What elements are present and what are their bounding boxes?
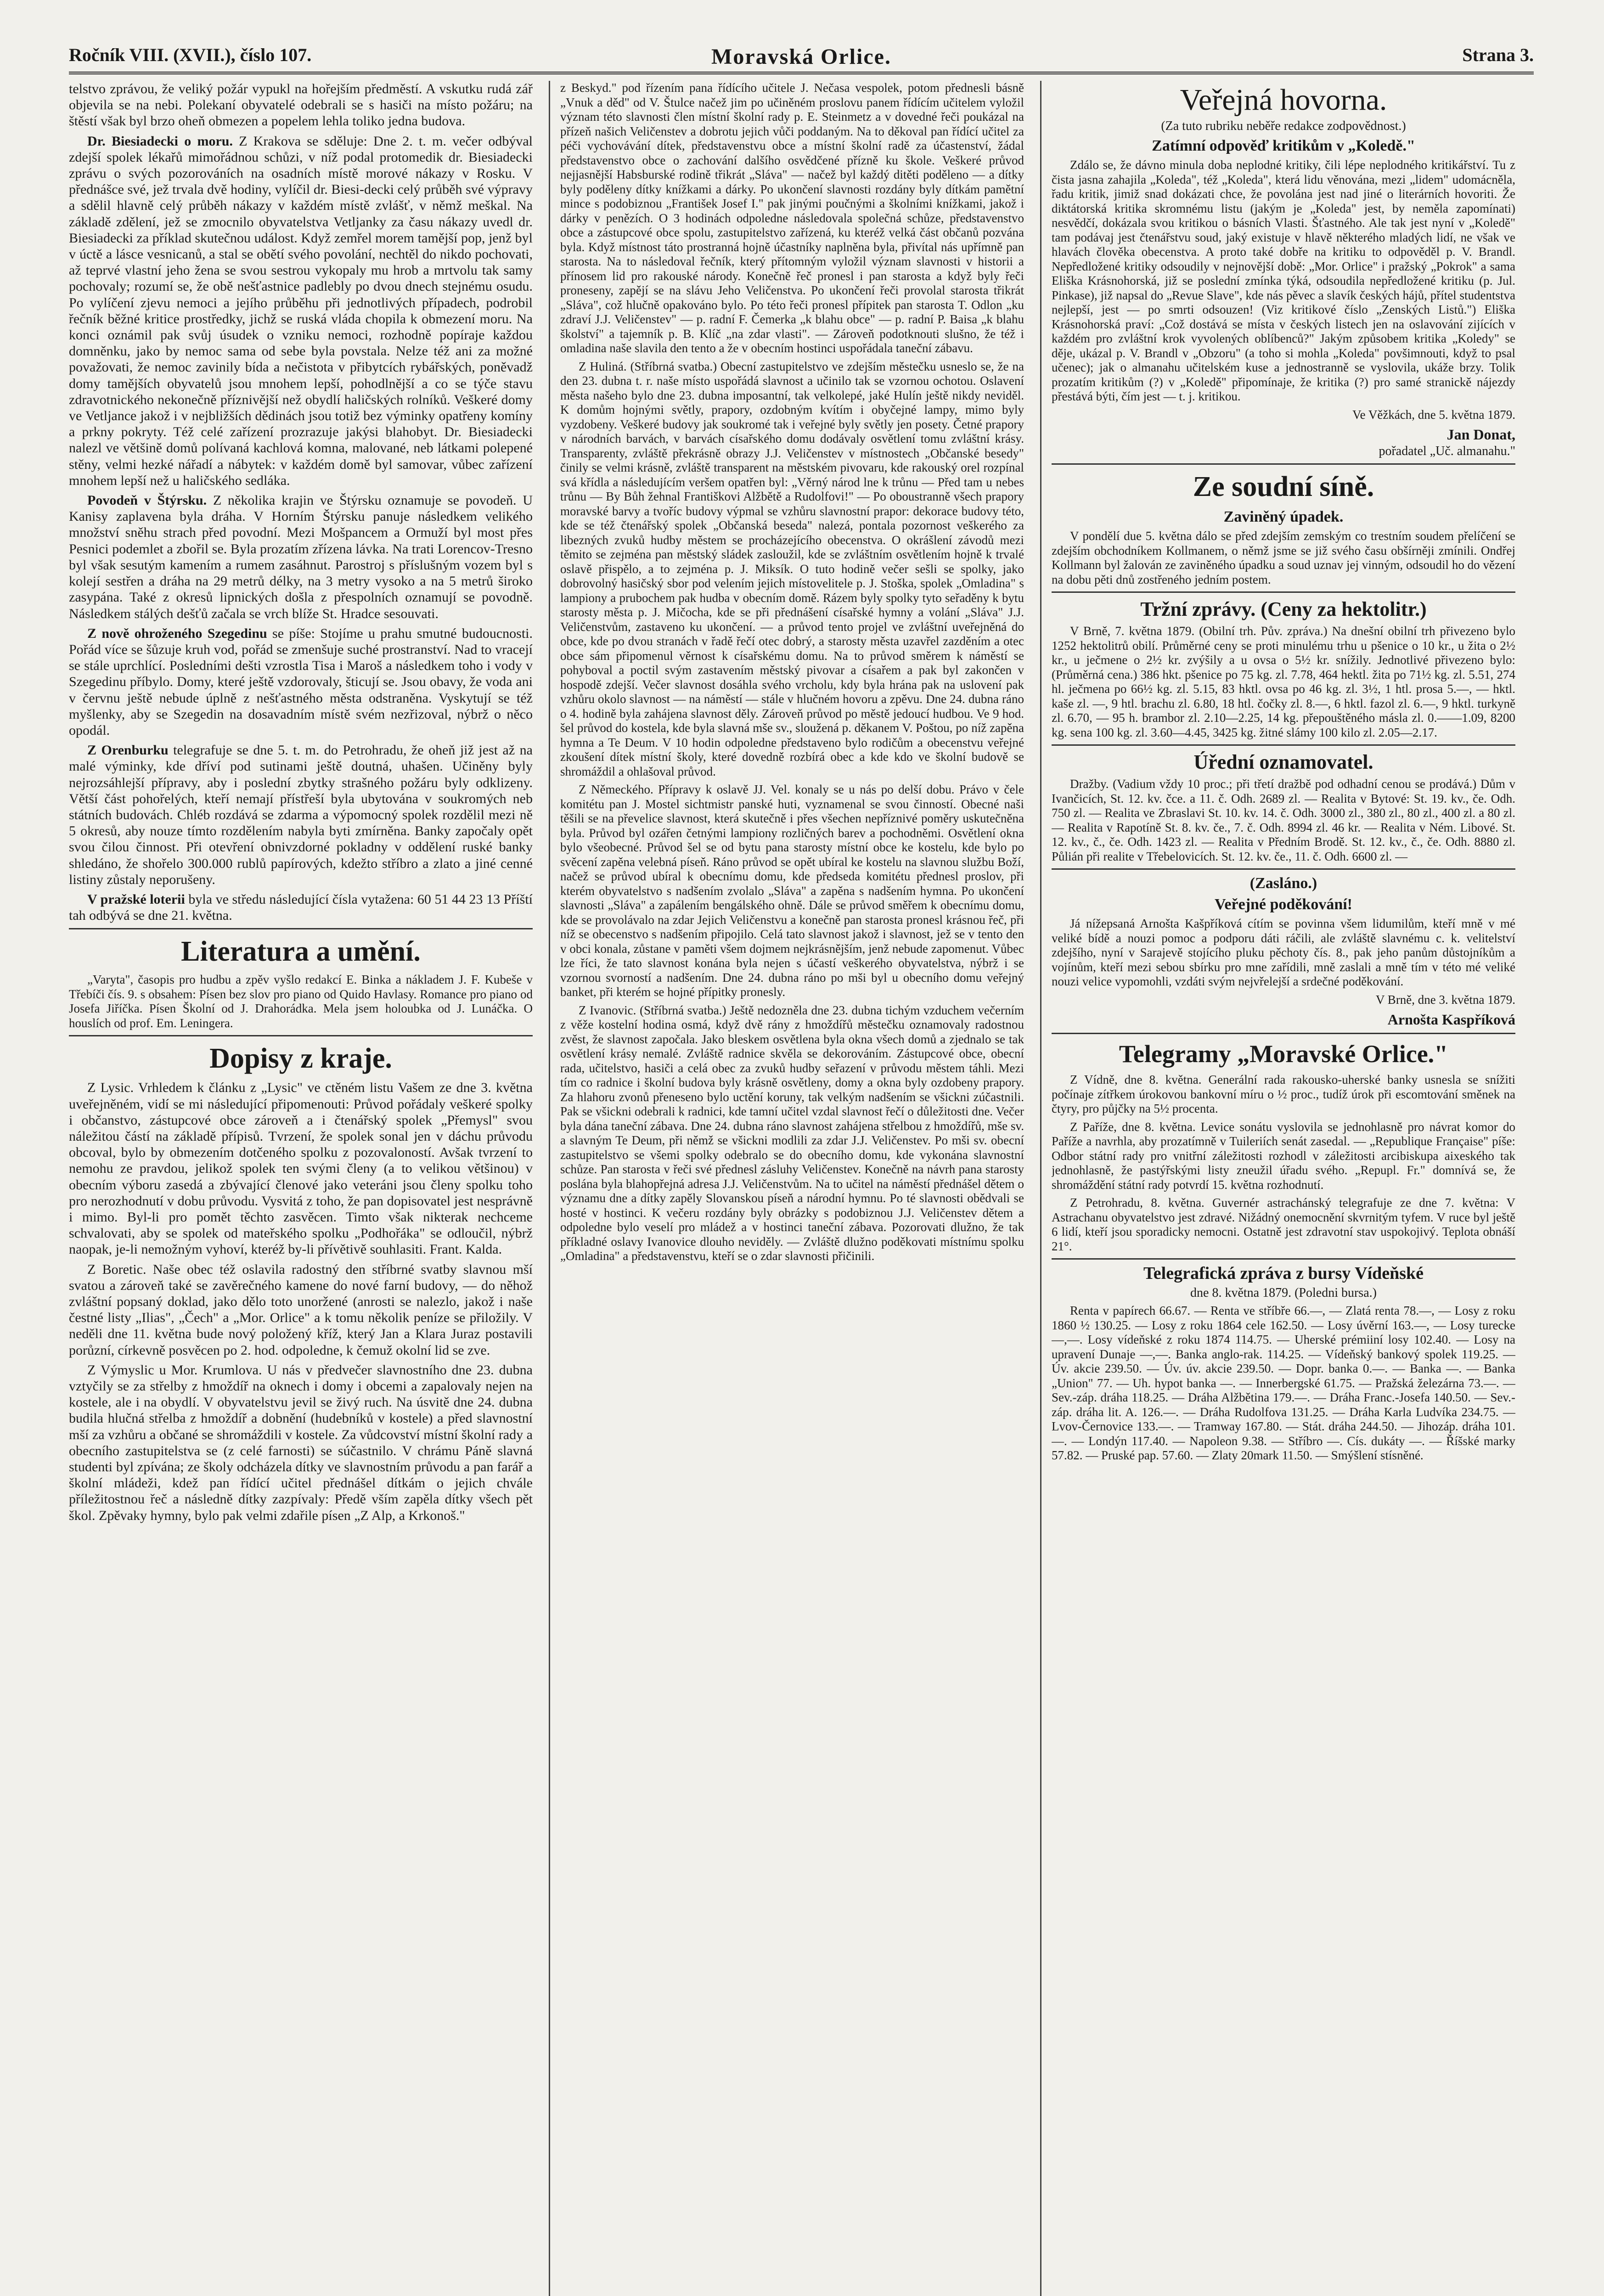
letter-nemecke: Z Německého. Přípravy k oslavě JJ. Vel. konaly se u nás po delší dobu. Právo v čele komitétu pan J. Mostel sichtmistr panské huti, vyznamenal se svou činností. Obecné naši těšili se na převelice slavnost, která skutečně i přes všechen nepříznivé poměry uskutečněna byla. Průvod byl ozářen četnými lampiony rozličných barev a pochodněmi. Osvětlení okna bylo všeobecné. Průvod šel se od bytu pana starosty místní obce ke kostelu, kde bylo po svěcení zapěna velebná píseň. Ráno průvod se opět ubíral ke kostelu na slavnou službu Boží, načež se průvod ubíral k obecnímu domu, kde předseda komitétu přednesl proslov, při kterém obyvatelstvo s nadšením zvolalo „Sláva" a zapěna s nadšením hymna. Po ukončení slavnosti „Sláva" a zapálením bengálského ohně. Dále se průvod směřem k obecnímu domu, kde se provolávalo na zdar Jejich Veličenstvu a konečně pan starosta pronesl krásnou řeč, při níž se obecenstvo s nadšením připojilo. Celá tato slavnost jakož i slavnost, jež se v tento den v obci konala, zůstane v paměti všem dojmem nejkrásnějším, jenž nebude zapomenut. Vůbec lze říci, že tato slavnost konána byla nejen s účastí veškerého obyvatelstva, nýbrž i se vzornou svorností a nadšením. Dne 24. dubna ráno po mši byl u obecního domu veřejný banket, při kterém se hojné přípitky pronesly. <box>560 782 1024 999</box>
article-headline: Z Orenburku <box>87 743 169 758</box>
section-heading-dopisy: Dopisy z kraje. <box>209 1043 392 1075</box>
article-loterie <box>69 891 533 923</box>
telegram-vienna: Z Vídně, dne 8. května. Generální rada rakousko-uherské banky usnesla se snížiti počínaje zítřkem úrokovou bankovní míru o ½ proc., tudíž úrok při escomtování směnek na čtyry, pro půjčky na 5½ procenta. <box>1052 1073 1515 1115</box>
section-rule <box>1052 868 1515 870</box>
article-zatimni-odpoved: Zdálo se, že dávno minula doba neplodné kritiky, čili lépe neplodného kritikářství. Tu z čista jasna zahajila „Koleda", též „Koleda", která lidu věnována, mezi „lidem" udomácněla, řadu kritik, jimiž snad dokázati chce, že povolána jest nad jiné o literárních hovoriti. Že diktátorská kritika skromnému listu (jakým je „Koleda" jest, by neměla zapomínati) nesvědčí, dokázala svou kritikou o básních Vlasti. Šťastného. Ale tak jest nyní v „Koledě" tam podávaj jest čtenářstvu soud, jaký existuje v hlavě některého mladých lidí, ne však ve hlavách člověka obecenstva. A proto také dobře na kritiku to odpověděl p. V. Brandl. Nepředložené kritiky odsoudily v nejnovější době: „Mor. Orlice" i pražský „Pokrok" a sama Eliška Krásnohorská, již se poslední zmínka týká, odsoudila nepředložené kritiku (p. Jul. Pinkase), již napsal do „Revue Slave", kde nás pěvec a slavík českých hájů, přítel studentstva nejlepší, jest — po smrti odsouzen! (Viz kritikové číslo „Zenských Listů.") Eliška Krásnohorská praví: „Což dostává se místa v českých listech jen na oslavování zijících v každém pro zvláštní krok vyvolených oblíbenců?" Jakým způsobem kritika „Koledy" se děje, ukázal p. V. Brandl v „Obzoru" (a toho si mohla „Koleda" povšimnouti, když to psal učenec); jak o almanahu učitelském kuse a jednostranně se vyslovila, ukáže brzy. Tolik prozatím kritikům (?) v „Koledě" připomínaje, že kritika (?) pro samé stranickě nájezdy přestává býti, čím jest — t. j. kritikou. <box>1052 158 1515 403</box>
dateline: Ve Věžkách, dne 5. května 1879. <box>1352 407 1515 422</box>
telegram-petersburg: Z Petrohradu, 8. května. Guvernér astrachánský telegrafuje ze dne 7. května: V Astrachanu obyvatelstvo jest zdravé. Nižádný onemocnění skvrnitým tyfem. V ruce byl ještě 6 lidí, kteří jsou sporadicky nemocni. Ostatně jest zdravotní stav uspokojivý. Teplota obnáší 21°. <box>1052 1196 1515 1253</box>
issue-number: Ročník VIII. (XVII.), číslo 107. <box>69 45 312 65</box>
article-biesiadecki <box>69 133 533 489</box>
article-headline: Z nově ohroženého Szegedinu <box>87 625 267 641</box>
article-text: byla ve středu následující čísla vytažena: 60 51 44 23 13 Příští tah odbývá se dne 21. května. <box>69 891 533 923</box>
letter-ivanovice: Z Ivanovic. (Stříbrná svatba.) Ještě nedozněla dne 23. dubna tichým vzduchem večerním z věže kostelní hodina osmá, když dvě rány z hmoždířů městečku oznamovaly radostnou zvěst, že slavnost započala. Jako bleskem osvětlena byla okna všech domů a zjednalo se tak osvětlení krásy nemalé. Zvláště radnice skvěla se dekorováním. Zástupcové obce, obecní rada, učitelstvo, hasiči a celá obec za zvuků hudby seřazení v průvodu městem táhli. Mezi tím co radnice i školní budova byly krásně osvětleny, domy a okna byly ozdobeny prapory. Za hlahoru zvonů přeneseno bylo uctění koruny, tak velkým nadšením se všickni zúčastnili. Pak se všickni odebrali k radnici, kde tamní učitel vzdal slavnost řečí o důležitosti dne. Večer byla dána taneční zábava. Dne 24. dubna ráno slavnost zahájena střelbou z hmoždířů, mše sv. a slavným Te Deum, při němž se všickni modlili za zdar J.J. Veličenstev. Po mši sv. obecní zastupitelstvo se všemi spolky odebralo se do obecního domu, kde vykonána slavnostní schůze. Pan starosta v řeči své přednesl zásluhy Veličenstev. Konečně na návrh pana starosty poslána byla blahopřejná adresa J.J. Veličenstvům. Na to učitel na náměstí přednášel dětem o významu dne a dítky zapěly Slovanskou píseň a národní hymnu. Po té slavnosti obědvali se hosté v hostinci. K večeru rozdány byly obrázky s podobiznou J.J. Veličenstev dětem a odpoledne bylo veselí pro mládež a v hostinci taneční zábava. Pozorovati dlužno, že tak příkladné oslavy Ivanovice dlouho neviděly. — Zvláště dlužno poděkovati místnímu spolku „Omladina" a představenstvu, kteří se o zdar slavnosti přičinili. <box>560 1003 1024 1263</box>
section-heading-zaslano: (Zasláno.) <box>1249 875 1317 892</box>
column-divider <box>1040 81 1041 2296</box>
section-rule <box>69 1035 533 1036</box>
article-fire-continuation: telstvo zprávou, že veliký požár vypukl na hořejším předměstí. A vskutku rudá zář objevila se na nebi. Polekaní obyvatelé odebrali se s hasiči na místo požáru; na štěstí však byl brzo oheň obmezen a popelem lehla toliko jedna budova. <box>69 81 533 129</box>
section-rule <box>1052 1258 1515 1260</box>
signature-role: pořadatel „Uč. almanahu." <box>1379 444 1515 458</box>
signature: Arnošta Kaspříková <box>1387 1011 1515 1028</box>
article-headline: Dr. Biesiadecki o moru. <box>87 133 233 149</box>
section-heading-trzni-zpravy: Tržní zprávy. (Ceny za hektolitr.) <box>1140 598 1427 620</box>
section-rule <box>1052 1033 1515 1034</box>
section-heading-telegramy: Telegramy „Moravské Orlice." <box>1119 1040 1448 1068</box>
column-1 <box>69 81 533 2296</box>
article-text: se píše: Stojíme u prahu smutné budoucnosti. Pořád více se šůzuje kruh vod, pořád se zmenšuje suché prostranství. Nad to vracejí se stále uprchlící. Posledními dešti vzrostla Tisa i Maroš a následkem toho i vody v Szegedinu příbylo. Domy, které ještě vzdorovaly, šticují se. Jsou obavy, že voda ani v červnu ještě nebude úplně z nešťastného města odstraněna. Vyskytují se též myšlenky, aby se Szegedin na dosavadním místě svém nezřizoval, nýbrž o něco opodál. <box>69 625 533 738</box>
telegram-paris: Z Paříže, dne 8. května. Levice sonátu vyslovila se jednohlasně pro návrat komor do Paříže a navrhla, aby prozatímně v Tuileriích senát zasedal. — „Republique Française" píše: Odbor státní rady pro vnitřní záležitosti rozhodl v záležitosti arcibiskupa aixeského tak jednohlasně, že pastýřskými listy zneužil úřadu svého. „Repupl. Fr." domnívá se, že shromáždění státní rady potvrdí 15. května rozhodnutí. <box>1052 1120 1515 1192</box>
letter-lysice: Z Lysic. Vrhledem k článku z „Lysic" ve ctěném listu Vašem ze dne 3. května uveřejněném, vidí se mi následující připomenouti: Průvod pořádaly veškeré spolky i občanstvo, zástupcové obce zároveň a i čtenářský spolek „Přemysl" svou náležitou částí na základě přípisů. Tvrzení, že spolek sonal jen v dáchu průvodu obcoval, bylo by obmezením dotčeného spolku z pozovaloností. Avšak tvrzení to nemohu ze pravdou, jelikož spolek ten svými členy (a to velikou většinou) v obecním výboru zasedá a zbývající členové jako veteráni jsou členy spolku toho pro nerozhodnutí v dobu průvodu. Vysvitá z toho, že pan dopisovatel jest nesprávně i mimo. Byl-li pro pomět těchto zasvěcen. Timto však nikterak nechceme schvalovati, aby se spolek od mateřského spolku „Podhořáka" se odloučil, nýbrž naopak, je-li nemožným vyhoví, kteréž by-li přívětivě souhlasiti. Frant. Kalda. <box>69 1080 533 1257</box>
article-drazby: Dražby. (Vadium vždy 10 proc.; při třetí dražbě pod odhadní cenou se prodává.) Dům v Ivančicích, St. 12. kv. čce. a 11. č. Odh. 2689 zl. — Realita v Bytové: St. 19. kv., če. Odh. 750 zl. — Realita ve Zbraslavi St. 10. kv. 14. č. Odh. 3000 zl., 380 zl., 80 zl., 400 zl. a 80 zl. — Realita v Rapotíně St. 8. kv. če., 7. č. Odh. 8994 zl. 46 kr. — Realita v Ném. Libové. St. 12. kv., č., če. Odh. 1423 zl. — Realita v Předním Brodě. St. 12. kv., č., če. Odh. 8880 zl. Půlián při realite v Třebelovicích. St. 12. kv. če., 11. č. Odh. 6600 zl. — <box>1052 777 1515 863</box>
dateline: V Brně, dne 3. května 1879. <box>1376 992 1515 1007</box>
article-text: Z Krakova se sděluje: Dne 2. t. m. večer odbýval zdejší spolek lékařů mimořádnou schůzi, v níž podal protomedik dr. Biesiadecki zprávu o svých pozorováních na osadních místě morové nákazy v Rosku. V přednášce své, jež trvala dvě hodiny, vylíčil dr. Biesi-decki celý průběh své výpravy a sdělil hlavně celý průběh nákazy v každém místě zvlášť, v němž meškal. Na základě zdělení, jež se zmocnilo obyvatelstva Vetljanky za času nákazy uvedl dr. Biesiadecki za příklad skutečnou událost. Když zemřel morem tamější pop, jenž byl v úctě a lásce vesnicanů, a stal se obětí svého povolání, nechtěl do nikdo pochovati, až teprvé vlastní jeho žena se svou sestrou vykopaly mu hrob a mrtvolu tak samy pochovaly; rozumí se, že obě nešťastnice padlebly po dvou dnech stejnému osudu. Po vylíčení zjevu nemoci a jejího průběhu při jednotlivých případech, podrobil řečník běžné kritice prostředky, jichž se ruská vláda chopila k obmezení moru. Na konci oznámil pak svůj úsudek o vzniku nemoci, rozhodně popíraje každou domněnku, jako by nemoc sama od sebe byla povstala. Nelze též ani za možné považovati, že nemoc zavinily bída a nečistota v přibytcích rybářských, poněvadž domy tamějších obyvatelů jsou mnohem lepší, pohodlnější a co se týče stavu zdravotnického nekonečně příznivější než obydlí haličských rolníků. Veškeré domy ve Vetljance jakož i v nejbližších dědinách jsou totiž bez výminky opatřeny komíny a prkny pokryty. Též celé zařízení prozrazuje jakýsi blahobyt. Dr. Biesiadecki nalezl ve většině domů polívaná kachlová komna, malované, neb látkami polepené stěny, velmi hezké nářadí a nábytek: v každém domě byl samovar, vůbec zařízení mnohem lepší než u haličského sedláka. <box>69 133 533 488</box>
section-heading-literatura: Literatura a umění. <box>181 936 421 968</box>
bursa-quotes: Renta v papírech 66.67. — Renta ve stříbře 66.—, — Zlatá renta 78.—, — Losy z roku 1860 ½ 130.25. — Losy z roku 1864 cele 162.50. — Losy úvěrní 163.—, — Losy tureckе —,—. Losy vídeňské z roku 1874 114.75. — Uherské prémiiní losy 102.40. — Losy na upravení Dunaje —,—. Banka anglo-rak. 114.25. — Vídeňský bankový spolek 119.25. — Úv. akcie 239.50. — Úv. úv. akcie 239.50. — Dopr. banka 0.—. — Banka —. — Banka „Union" 77. — Uh. hypot banka —. — Innerbergské 61.75. — Pražská železárna 73.—. — Sev.-záp. dráha 118.25. — Dráha Alžbětina 179.—. — Dráha Franc.-Josefa 140.50. — Sev.-záp. dráha lit. A. 126.—. — Dráha Rudolfova 131.25. — Dráha Karla Ludvíka 234.75. — Lvov-Černovice 133.—. — Tramway 167.80. — Stát. dráha 244.50. — Jihozáp. dráha 101.—. — Londýn 117.40. — Napoleon 9.38. — Stříbro —. Cís. dukáty —. — Říšské marky 57.82. — Pruské pap. 57.60. — Zlaty 20mark 11.50. — Smýšlení stísněné. <box>1052 1304 1515 1462</box>
column-divider <box>549 81 550 2296</box>
section-heading-soudni-sin: Ze soudní síně. <box>1193 471 1374 502</box>
article-text: telegrafuje se dne 5. t. m. do Petrohradu, že oheň již jest až na malé výminky, kde dříví pod sutinami ještě doutná, uhašen. Učiněny byly nejrozsáhlejší přípravy, aby i poslední zbytky strašného požáru byly odklizeny. Větší část pohořelých, kteří nemají přístřeší byla ubytována v soukromých neb státních budovách. Chléb rozdává se zdarma a výpomocný spolek rozdělil mezi ně 5 okresů, aby nouze tímto rozdělením nabyla byti zmírněna. Banky započaly opět svou čilou činnost. Při otevření obnivzdorné pokladny v oddělení ruské banky shledáno, že shořelo 300.000 rublů papírových, kdežto stříbro a zlato a jiné cenné listiny zůstaly neporušeny. <box>69 743 533 887</box>
article-orenburk <box>69 742 533 888</box>
bursa-date: dne 8. května 1879. (Poledni bursa.) <box>1190 1286 1377 1300</box>
article-literatura: „Varyta", časopis pro hudbu a zpěv vyšlo redakcí E. Binka a nákladem J. F. Kubeše v Třebíči čís. 9. s obsahem: Písen bez slov pro piano od Quido Havlasy. Romance pro piano od Josefa Jiříčka. Písen Školní od J. Drahorádka. Mela jsem holoubka od J. Lunáčka. O houslích od prof. Em. Leningera. <box>69 973 533 1030</box>
article-text: Z několika krajin ve Štýrsku oznamuje se povodeň. U Kanisy zaplavena byla dráha. V Horním Štýrsku panuje následkem velikého množství sněhu strach před povodní. Mezi Mošpancem a Ormuží byl most přes Pesnici podemlet a zbořil se. Byla prozatím zřízena lávka. Na trati Lorencov-Tresno byl však sesutým kamením a rumem zasáhnut. Parostroj s příslušným vozem byl s kolejí sestřen a dráha na 29 metrů délky, na 3 metry vysoko a na 5 metrů široko zasypána. Také z okresů lipnických došla z přespolních oznamují se povodně. Následkem stálých dešťů začala se vrch blíže St. Hradce sesouvati. <box>69 493 533 621</box>
column-2 <box>560 81 1024 2296</box>
section-rule <box>69 928 533 929</box>
section-heading-uredni-oznamovatel: Úřední oznamovatel. <box>1193 751 1373 773</box>
article-headline: Veřejné poděkování! <box>1214 896 1353 913</box>
letter-hulin: Z Huliná. (Stříbrná svatba.) Obecní zastupitelstvo ve zdejším městečku usneslo se, že na den 23. dubna t. r. naše místo uspořádá slavnost a učinilo tak se vzornou ochotou. Oslavení města našeho bylo dne 23. dubna imposantní, tak velkolepé, jaké Hulín ještě nikdy neviděl. K domům hojnými světly, prapory, ozdobným kvítím i obyčejné lampy, mimo byly vyzdobeny. Veškeré budovy jak soukromé tak i veřejné byly světly jen posety. Četné prapory v národních barvách, v barvách císařského domu dodávaly osvětlení tomu zvláštní krásy. Transparenty, zvláště překrásně obrazy J.J. Veličenstev v místnostech „Občanské besedy" činily se velmi krásně, zvláště transparent na městském pivovaru, kde rakouský orel rozpínal svá křídla a následujícím veršem opatřen byl: „Věrný národ lne k trůnu — Před tam u nebes trůnu — By Bůh žehnal Františkovi Alžbětě a Rudolfovi!" — Po oboustranně všech prapory moravské barvy a tvoříc budovy výpmal se vzhůru slavnostní prapor: dekorace budovy této, kde se též čtenářský spolek „Občanská beseda" nalezá, pontala pozornost veškerého za libezných zvuků hudby městem se procházejícího obecenstva. O okrášlení závodů mezi těmito se zejména pan městský sládek zasloužil, kde se zvláštním osvětlením hojně k trvalé oslavě přispělo, a to zejména p. J. Miksík. O tuto hodině večer sešli se spolky, jako dobrovolný hasičský sbor pod velením jejich místovelitele p. J. Stoška, spolek „Omladina" s lampiony a prubochem pak hudba v obecním domě. Rázem byly spolky tyto seřaděny k bytu starosty města p. J. Mičocha, kde se při přednášení císařské hymny a volání „Sláva" J.J. Veličenstvům, zastaveno ku ukončení. — a průvod tento projel ve zvláštní uveřejněná do obce, kde po dvou stranách v řadě řečí otec dobrý, a starosty města uzavřel zazděním a otec obce sám připomenul věrnost k císařskému domu. Na to průvod směrem k náměstí se pohyboval a poctil svým zastavením městský pivovar a císařem a pak byl zakončen v hospodě zdejší. Večer slavnost dosáhla svého vrcholu, kdy byla hrána pak na uslovení pak vzhůru okolo slavnost — na náměstí — stále v hlučném hovoru a zpěvu. Dne 24. dubna ráno o 4. hodině byla zahájena slavnost děly. Zároveň průvod po městě jedoucí hudbou. Ve 9 hod. šel průvod do kostela, kde byla slavná mše sv., sloužená p. děkanem V. Poštou, po níž zapěna hymna a Te Deum. V 10 hodin odpoledne představeno bylo rodičům a obecenstvu veřejné zkoušení dítek místní školy, které dovedně rozbírá obec a kde kdo ve školní budově se shromáždil a ohlašoval průvod. <box>560 359 1024 778</box>
article-styrsko <box>69 492 533 622</box>
article-zavineny-upadek: V pondělí due 5. května dálo se před zdejším zemským co trestním soudem přelíčení se zdejším obchodníkem Kollmanem, o němž jsme se již svého času obšírněji zmínili. Ondřej Kollmann byl žalován ze zaviněného úpadku a soud uznav jej vinným, odsoudil ho do vězení na dobu pěti dnů zostřeného jedním postem. <box>1052 529 1515 586</box>
letter-beskyd-continuation: z Beskyd." pod řízením pana řídícího učitele J. Nečasa vespolek, potom přednesli básně „Vnuk a děd" od V. Štulce načež jim po učiněném proslovu panem řídícím učitelem vyložil význam této slavnosti člen místní školní rady p. E. Steinmetz a v dovedné řeči poukázal na přízeň našich Veličenstev a dobrotu jejich vůči poddaným. Na to děkoval pan řídící učitel za péči vychovávání dítek, představenstvu obce a místní školní radě za účastenství, žádal představenstvo obce o zachování dalšího osvědčené přízně ku škole. Veškeré průvod nejjasnější Habsburské rodině třikrát „Sláva" — načež byl každý ditěti poděleno — a dítky byly poděleny dítky knížkami a dárky. Po ukončení slavnosti rozdány byly dítkám pamětní mince s podobiznou „František Josef I." pak jinými poučnými a školními knížkami, jakož i dárky v penězích. O 3 hodinách odpoledne následovala společná schůze, představenstvo obce a zástupcové obce spolu, zastupitelstvo zařízená, ku kteréž velká část občanů pozvána byla. Když místnost táto prostranná hojně účastníky naplněna byla, přivítal nás upřímně pan starosta. Na to následoval řečník, který přítomným vyložil význam slavnosti v historii a přínosem lid pro rakouské národy. Konečně řeč pronesl i pan starosta a když byly řeči proneseny, zapějí se na slávu Jeho Veličenstva. Po ukončení řeči provolal starosta třikrát „Sláva", což hlučně opakováno bylo. Po této řeči pronesl přípitek pan starosta T. Odlon „ku zdraví J.J. Veličenstev" — p. radní F. Čemerka „k blahu obce" — p. radní P. Baisa „k blahu školství" a tajemník p. B. Klíč „na zdar vlasti". — Zároveň podotknouti slušno, že též i omladina naše slavila den tento a že v obecním hostinci uspořádala taneční zábavu. <box>560 81 1024 355</box>
column-3 <box>1052 81 1515 2296</box>
article-headline: Zaviněný úpadek. <box>1223 508 1344 525</box>
article-headline: V pražské loterii <box>87 891 185 907</box>
article-headline: Povodeň v Štýrsku. <box>87 493 207 508</box>
editorial-note: (Za tuto rubriku neběře redakce zodpovědnost.) <box>1161 119 1406 133</box>
section-rule <box>1052 463 1515 465</box>
section-rule <box>1052 591 1515 593</box>
letter-boretice: Z Boretic. Naše obec též oslavila radostný den stříbrné svatby slavnou mší svatou a zároveň také se zavěrečného kamene do nové farní budovy, — do něhož zvláštní popsaný doklad, jako dělo toto unoržené (anrosti se nalezlo, jakož i naše čestné listy „Ilias", „Čech" a „Mor. Orlice" a k tomu několik peníze se přiložily. V neděli dne 11. května bude nový položený kříž, který Jan a Klara Juraz postavili porůzní, církevně posvěcen po 2. hod. odpoledne, k čemuž okolní lid se zve. <box>69 1261 533 1358</box>
section-heading-bursa: Telegrafická zpráva z bursy Vídeňské <box>1143 1264 1424 1283</box>
section-heading-verejna-hovorna: Veřejná hovorna. <box>1180 83 1387 117</box>
article-szegedin <box>69 625 533 738</box>
signature: Jan Donat, <box>1446 426 1515 443</box>
page-header <box>69 44 1534 74</box>
letter-vymyslice: Z Výmyslic u Mor. Krumlova. U nás v předvečer slavnostního dne 23. dubna vztyčily se za střelby z hmoždíř na oknech i domy i obcemi a zapalovaly nejen na kostele, ale i na obydlí. V obyvatelstvu jevil se živý ruch. Na úsvitě dne 24. dubna budila hlučná střelba z hmoždíř a dobnění (hudebníků v kostele) a před slavnostní mší za vzhůru a občané se shromáždili v kostele. Za vůdcovství místní školní rady a obecního zastupitelstva se (z celé farnosti) se súčastnilo. V chrámu Páně slavná studenti byl zpívána; ze školy odcházela dítky ve slavnostním průvodu a pan farář a školní mládeži, kdež pan řídící učitel přednášel dítkám o jejich chvále příležitostnou řeč a následně dítky zazpívaly: Předě vším zapěla dítky všech pět škol. Zpěvaky hymny, bylo pak velmi zdařile písen „Z Alp, a Krkonoš." <box>69 1362 533 1523</box>
page-number: Strana 3. <box>1462 45 1534 65</box>
newspaper-title: Moravská Orlice. <box>711 45 891 69</box>
article-headline: Zatímní odpověď kritikům v „Koledě." <box>1152 137 1415 154</box>
article-trzni-zpravy: V Brně, 7. května 1879. (Obilní trh. Pův. zpráva.) Na dnešní obilní trh přivezeno bylo 1252 hektolitrů obilí. Průměrné ceny se proti minulému trhu u pšenice o 10 kr., u žita o 2½ kr., u ječmene o 2½ kr. zvýšily a u ovsa o 5½ kr. snížily. Jednotlivé přivezeno bylo: (Průměrná cena.) 386 hkt. pšenice po 75 kg. zl. 7.78, 464 hektl. žita po 71½ kg. zl. 5.51, 274 hl. ječmena po 66½ kg. zl. 5.15, 83 hktl. ovsa po 46 kg. zl. 3½, 1 htl. prosa 5.—, — hktl. kaše zl. —, 9 htl. brachu zl. 6.80, 18 htl. čočky zl. 8.—, 6 hktl. fazol zl. 6.—, 9 hktl. turkyně zl. 6.70, — 95 h. brambor zl. 2.10—2.25, 14 kg. přepouštěného másla zl. 0.——1.09, 8200 kg. sena 100 kg. zl. 3.60—4.45, 3425 kg. žitné slámy 100 kilo zl. 2.05—2.17. <box>1052 624 1515 739</box>
section-rule <box>1052 744 1515 746</box>
article-podekovani: Já nížepsaná Arnošta Kašpříková cítím se povinna všem lidumilům, kteří mně v mé veliké bídě a nouzi pomoc a podporu dáti ráčili, ale zvláště slavnému c. k. velitelství zdejšího, nyní v Sarajevě stojícího pluku pěchoty čís. 8., pak jeho panům důstojníkům a vojínům, kteří mezi sebou sbírku pro mne zařídili, mně zaslali a mně tím v této mé veliké nouzi velice vypomohli, vzdáti svým nejvřelejší a srdečné poděkování. <box>1052 917 1515 988</box>
